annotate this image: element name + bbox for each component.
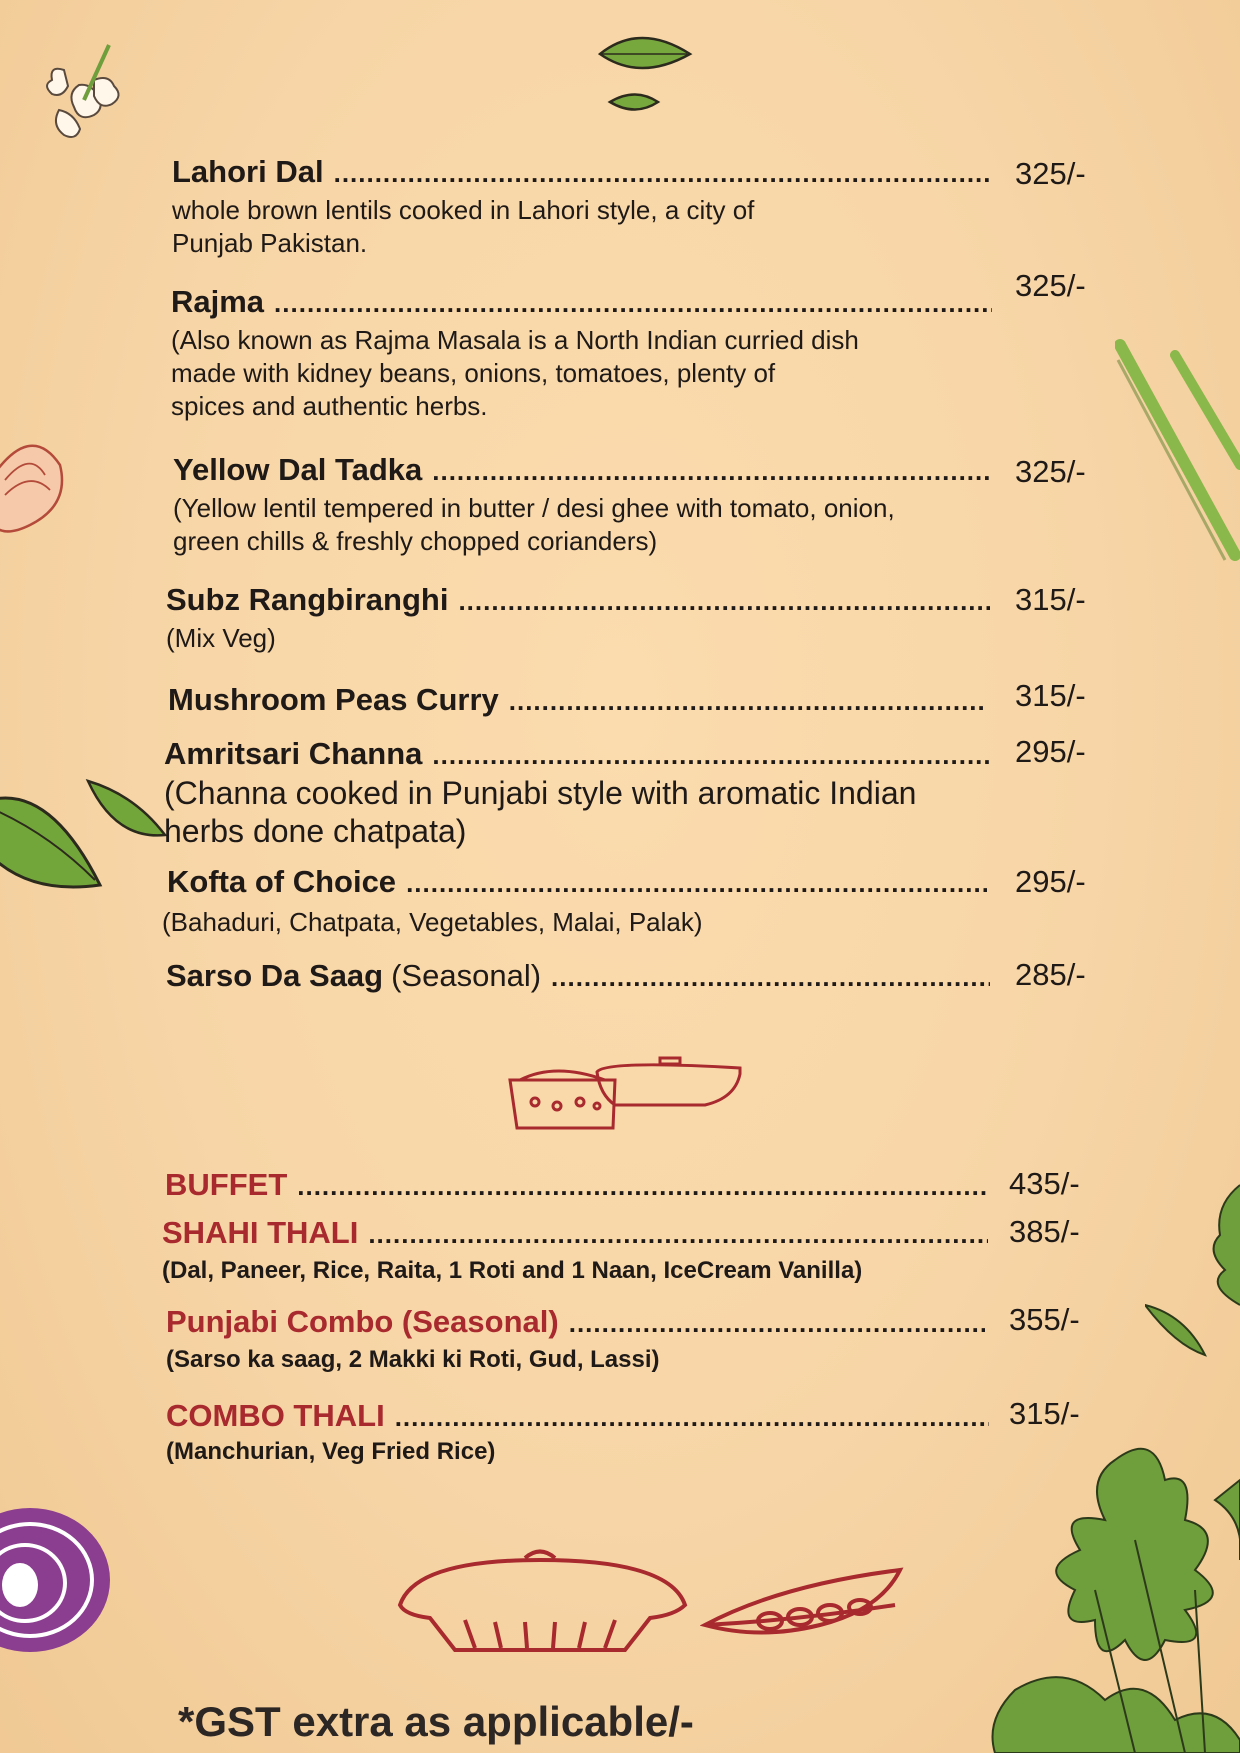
dot-leader (334, 158, 992, 189)
combo-price: 315/- (1009, 1396, 1080, 1431)
dish-price: 325/- (1015, 156, 1086, 191)
dish-price: 325/- (1015, 454, 1086, 489)
dish-price: 285/- (1015, 957, 1086, 992)
combo-punjabi-combo (166, 1304, 995, 1374)
combo-price: 385/- (1009, 1214, 1080, 1249)
dish-description: (Bahaduri, Chatpata, Vegetables, Malai, Palak) (162, 907, 703, 937)
combo-name: BUFFET (165, 1167, 288, 1202)
dish-name: Lahori Dal (172, 154, 324, 189)
dish-price: 295/- (1015, 734, 1086, 769)
dish-name: Kofta of Choice (167, 864, 397, 899)
coriander-icon (985, 1440, 1240, 1753)
combo-price: 355/- (1009, 1302, 1080, 1337)
leaf-icon (0, 775, 170, 895)
dot-leader (368, 1219, 988, 1250)
dish-lahori-dal (172, 154, 1002, 260)
combo-name: SHAHI THALI (162, 1215, 359, 1250)
dish-price: 315/- (1015, 582, 1086, 617)
dish-sarso-da-saag (166, 958, 1000, 994)
dish-price: 315/- (1015, 678, 1086, 713)
combo-price: 435/- (1009, 1166, 1080, 1201)
cookware-icon (505, 1050, 755, 1130)
dish-amritsari-channa (164, 736, 1000, 850)
dish-name: Amritsari Channa (164, 736, 423, 771)
dot-leader (432, 740, 990, 771)
dish-note: (Seasonal) (391, 958, 542, 993)
gst-note: *GST extra as applicable/- (178, 1698, 694, 1745)
dot-leader (432, 456, 993, 487)
combo-name: COMBO THALI (166, 1398, 385, 1433)
dot-leader (406, 868, 987, 899)
pie-dish-icon (395, 1540, 690, 1655)
dish-description: (Channa cooked in Punjabi style with aromatic Indian herbs done chatpata) (164, 775, 917, 849)
dish-name: Sarso Da Saag (166, 958, 384, 993)
dot-leader (509, 686, 987, 717)
combo-combo-thali (166, 1398, 999, 1466)
dish-description: whole brown lentils cooked in Lahori style, a city of Punjab Pakistan. (172, 195, 755, 258)
pea-pod-icon (700, 1565, 905, 1645)
dish-price: 295/- (1015, 864, 1086, 899)
dish-description: (Also known as Rajma Masala is a North Indian curried dish made with kidney beans, onions, tomatoes, plenty of spices and authentic herbs. (171, 325, 859, 421)
dot-leader (551, 962, 990, 993)
red-onion-icon (0, 1505, 115, 1655)
spring-onion-icon (1115, 335, 1240, 565)
combo-description: (Sarso ka saag, 2 Makki ki Roti, Gud, Lassi) (166, 1346, 660, 1373)
dish-subz-rangbiranghi (166, 582, 1000, 655)
dot-leader (395, 1402, 989, 1433)
dish-kofta-of-choice (162, 864, 997, 939)
combo-shahi-thali (162, 1215, 998, 1285)
dot-leader (569, 1308, 985, 1339)
dish-mushroom-peas-curry (168, 682, 997, 718)
dish-rajma (171, 284, 1002, 423)
dish-name: Yellow Dal Tadka (173, 452, 423, 487)
dish-name: Subz Rangbiranghi (166, 582, 449, 617)
leaf-icon (595, 32, 695, 122)
dish-name: Rajma (171, 284, 265, 319)
dish-name: Mushroom Peas Curry (168, 682, 499, 717)
combo-description: (Manchurian, Veg Fried Rice) (166, 1438, 496, 1465)
dish-description: (Yellow lentil tempered in butter / desi ghee with tomato, onion, green chills & freshly chopped corianders) (173, 493, 895, 556)
dot-leader (274, 288, 992, 319)
dish-price: 325/- (1015, 268, 1086, 303)
dish-description: (Mix Veg) (166, 623, 276, 653)
onion-icon (0, 430, 70, 540)
dot-leader (458, 586, 990, 617)
dish-yellow-dal-tadka (173, 452, 1003, 558)
combo-description: (Dal, Paneer, Rice, Raita, 1 Roti and 1 Naan, IceCream Vanilla) (162, 1257, 863, 1284)
combo-name: Punjabi Combo (Seasonal) (166, 1304, 559, 1339)
flower-icon (24, 40, 134, 150)
coriander-icon (1145, 1175, 1240, 1375)
dot-leader (297, 1171, 989, 1202)
combo-buffet (165, 1167, 999, 1203)
